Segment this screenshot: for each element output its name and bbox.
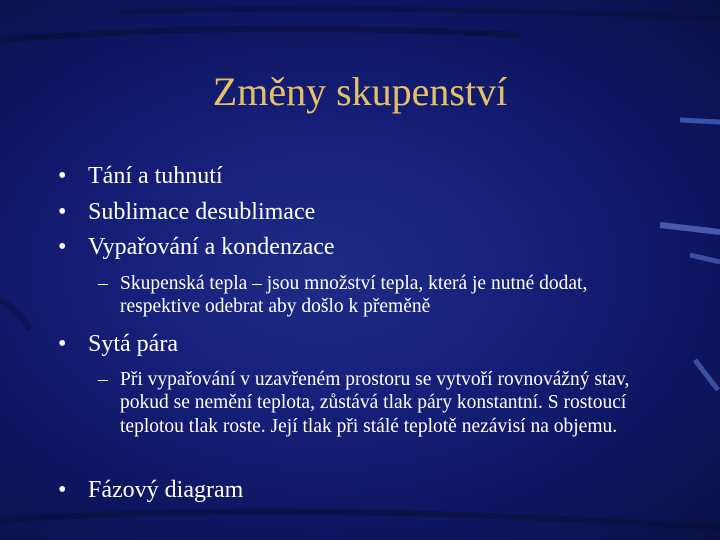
bullet-glyph: • [58,477,67,503]
bullet-text: Vypařování a kondenzace [88,234,335,260]
bullet-item [58,233,678,262]
sub-bullet-item [98,272,638,319]
dash-glyph: – [98,369,108,390]
sub-bullet-item [98,368,658,438]
sub-bullet-text: Skupenská tepla – jsou množství tepla, která je nutné dodat, respektive odebrat aby došlo k přeměně [120,273,588,318]
bullet-text: Sublimace desublimace [88,199,316,225]
bullet-item [58,330,678,359]
sub-bullet-text: Při vypařování v uzavřeném prostoru se vytvoří rovnovážný stav, pokud se nemění teplota, zůstává tlak páry konstantní. S rostoucí teplotou tlak roste. Její tlak při stálé teplotě nezávisí na objemu. [120,369,630,437]
dash-glyph: – [98,273,108,294]
bullet-item [58,476,678,505]
bullet-item [58,162,678,191]
bullet-glyph: • [58,234,67,260]
bullet-text: Sytá pára [88,331,178,357]
bullet-text: Fázový diagram [88,477,244,503]
bullet-text: Tání a tuhnutí [88,163,223,189]
slide-title: Změny skupenství [212,69,508,114]
bullet-item [58,198,678,227]
bullet-glyph: • [58,163,67,189]
bullet-glyph: • [58,199,67,225]
bullet-glyph: • [58,331,67,357]
